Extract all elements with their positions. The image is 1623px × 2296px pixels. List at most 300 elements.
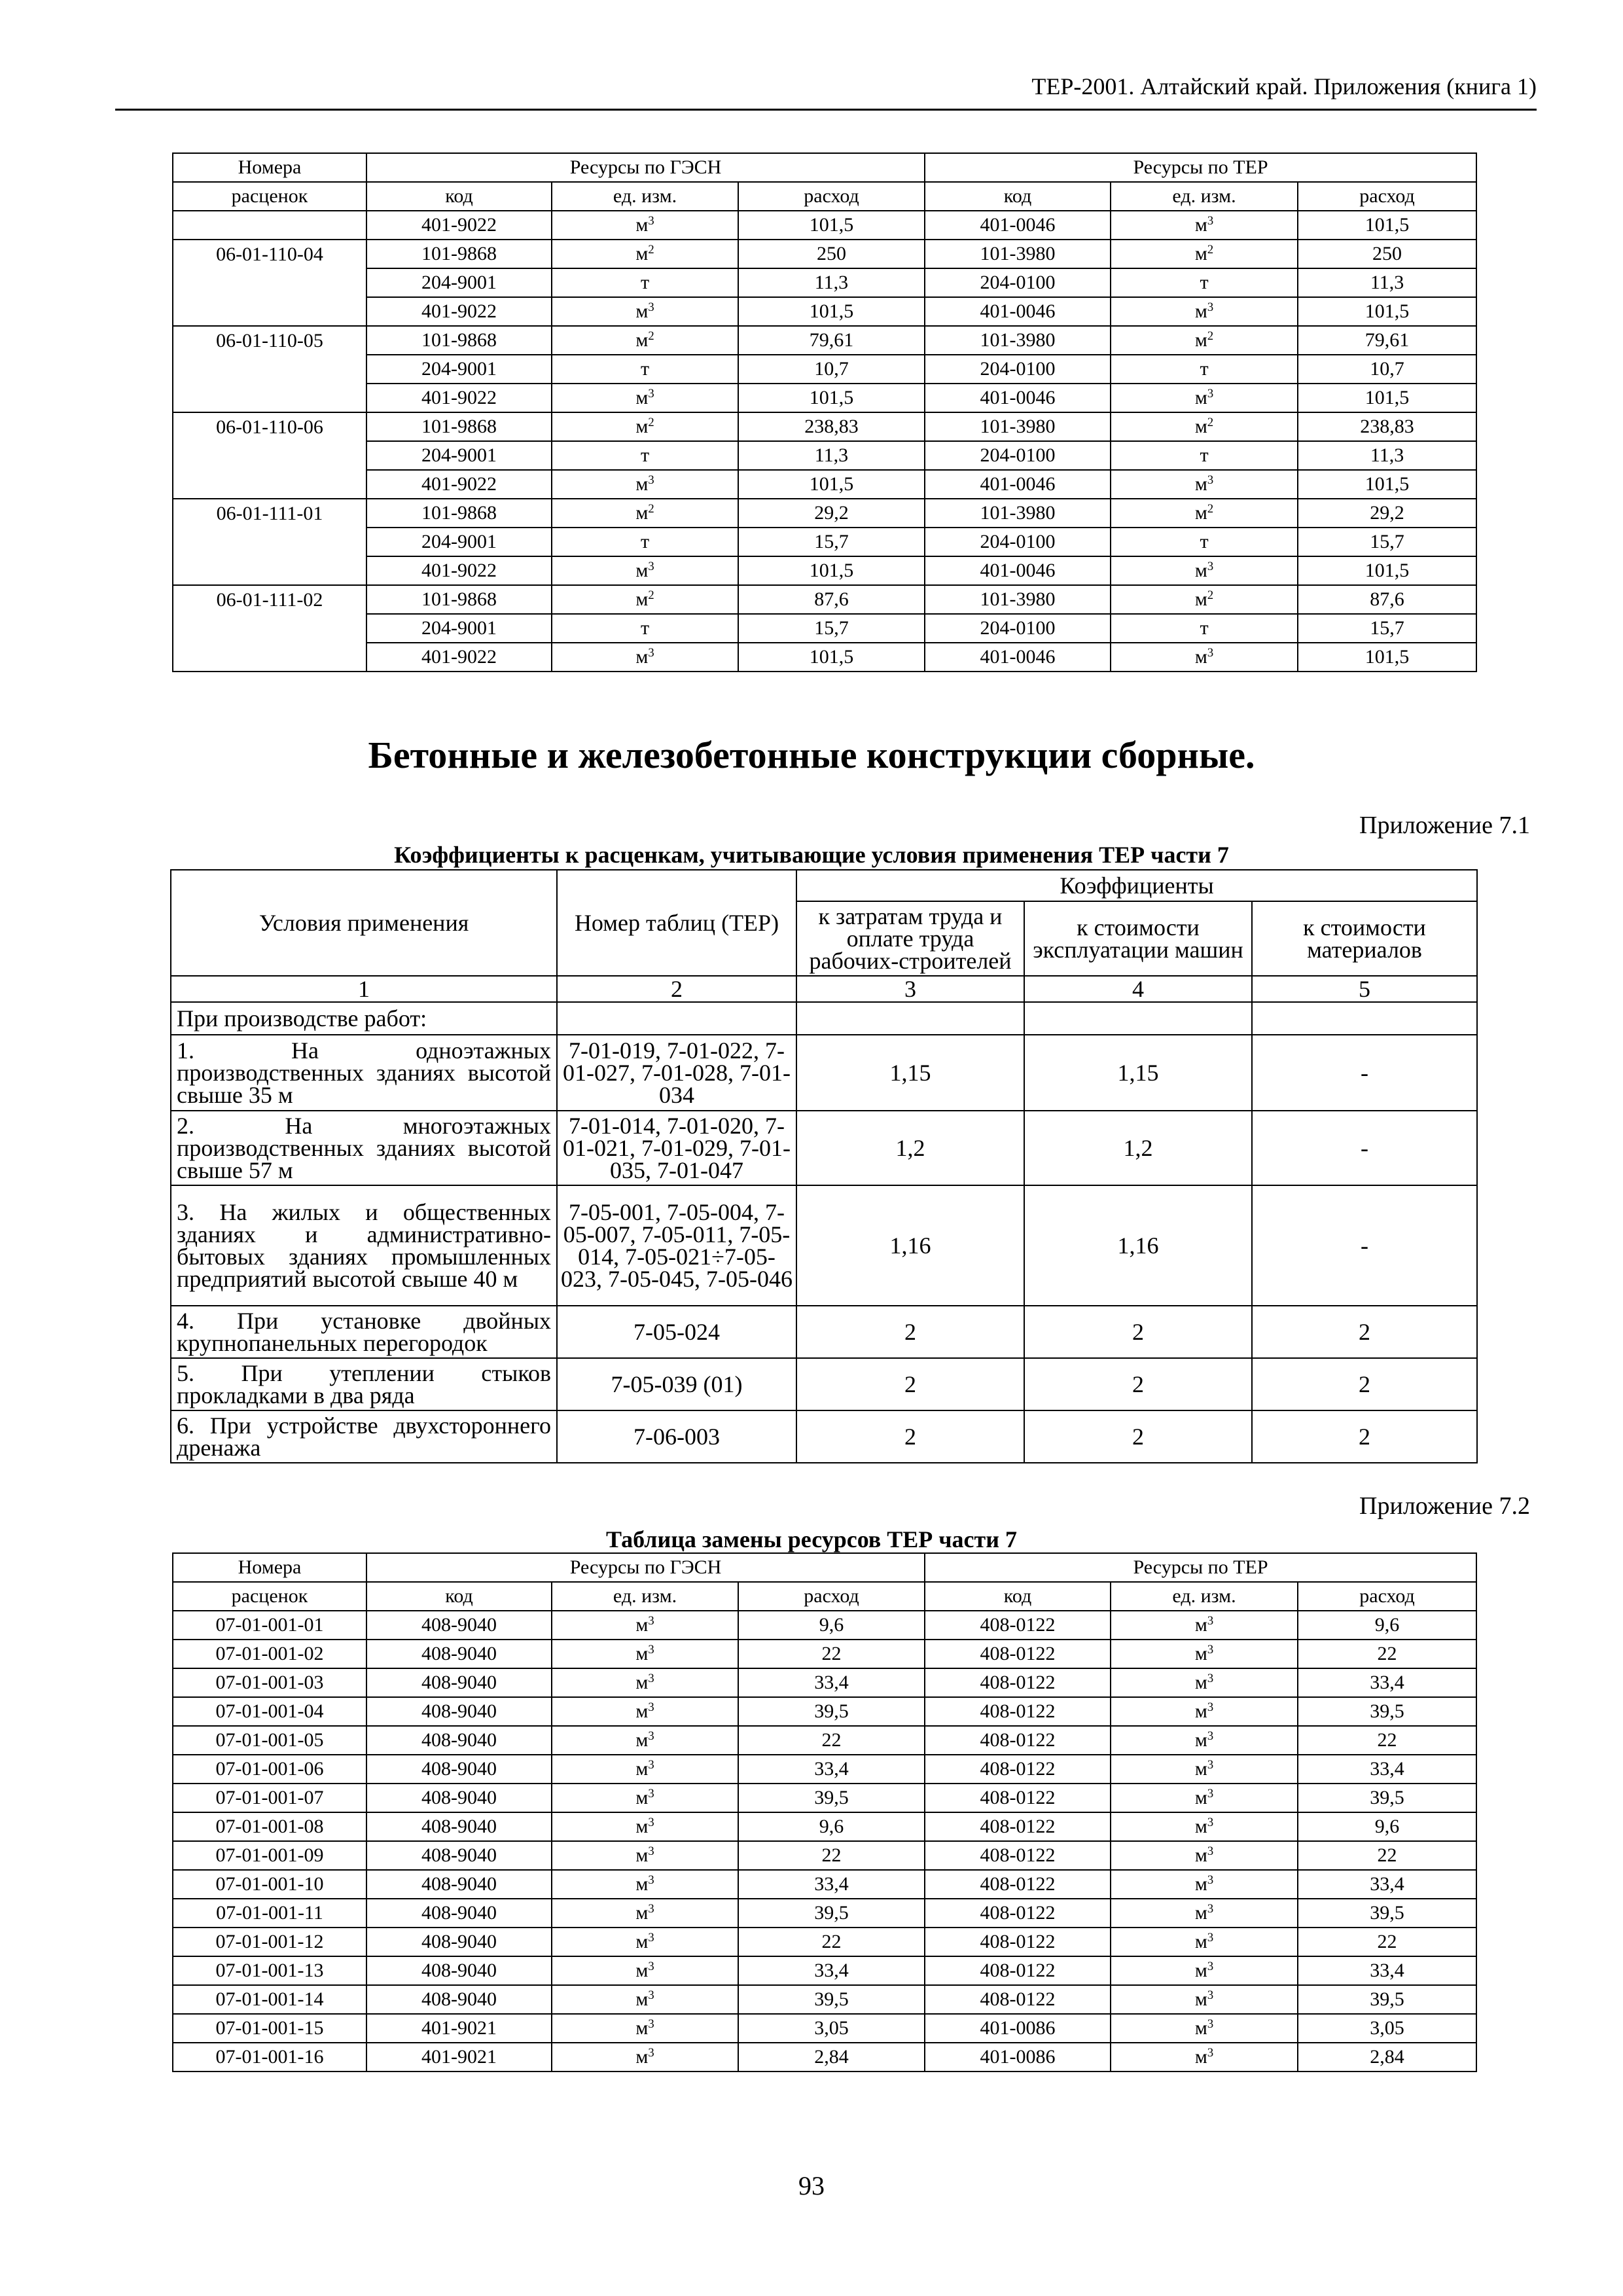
table-row: [173, 1726, 1476, 1755]
tables-6: 7-06-003: [557, 1410, 796, 1463]
rate-code: [173, 614, 366, 643]
ter-amount: 9,6: [1298, 1611, 1476, 1640]
table-row: [173, 1611, 1476, 1640]
ter-unit: $м^3$: [1111, 643, 1298, 672]
ter-amount: 10,7: [1298, 355, 1476, 384]
rate-code: [173, 441, 366, 470]
rate-code: 07-01-001-13: [173, 1956, 366, 1985]
resource-replacement-table-top: [172, 152, 1477, 672]
machines-coef-4: 2: [1024, 1306, 1252, 1358]
table-row: [173, 441, 1476, 470]
ter-unit: $м^3$: [1111, 1640, 1298, 1668]
gesn-amount: 101,5: [738, 643, 925, 672]
table-row: [173, 1956, 1476, 1985]
replacement-table-caption: Таблица замены ресурсов ТЕР части 7: [606, 1526, 1017, 1552]
ter-unit: $м^2$: [1111, 499, 1298, 528]
ter-amount: 79,61: [1298, 326, 1476, 355]
gesn-unit: $м^3$: [552, 1812, 738, 1841]
ter-code: 204-0100: [925, 441, 1111, 470]
ter-code: 101-3980: [925, 412, 1111, 441]
gesn-code: 101-9868: [366, 585, 552, 614]
ter-amount: 87,6: [1298, 585, 1476, 614]
gesn-unit: $м^3$: [552, 643, 738, 672]
gesn-unit: $м^3$: [552, 1726, 738, 1755]
gesn-amount: 22: [738, 1726, 925, 1755]
ter-code: 408-0122: [925, 1697, 1111, 1726]
materials-coef-1: -: [1252, 1035, 1477, 1111]
gesn-unit: т: [552, 355, 738, 384]
ter-code: 408-0122: [925, 1928, 1111, 1956]
condition-6: 6. При устройстве двухстороннего дренажа: [171, 1410, 557, 1463]
gesn-code: 204-9001: [366, 614, 552, 643]
ter-unit: $м^3$: [1111, 1956, 1298, 1985]
ter-unit: $м^3$: [1111, 1841, 1298, 1870]
labor-coef-5: 2: [796, 1358, 1024, 1410]
machines-coef-5: 2: [1024, 1358, 1252, 1410]
gesn-unit: $м^3$: [552, 384, 738, 412]
gesn-amount: 33,4: [738, 1668, 925, 1697]
ter-code: 408-0122: [925, 1726, 1111, 1755]
header-conditions: Условия применения: [171, 870, 557, 976]
gesn-unit: $м^2$: [552, 240, 738, 268]
ter-amount: 9,6: [1298, 1812, 1476, 1841]
rate-code: [173, 528, 366, 556]
gesn-unit: $м^3$: [552, 1985, 738, 2014]
ter-unit: $м^3$: [1111, 297, 1298, 326]
table-row: [173, 211, 1476, 240]
gesn-unit: $м^2$: [552, 326, 738, 355]
section-title: Бетонные и железобетонные конструкции сборные.: [368, 734, 1255, 776]
ter-amount: 101,5: [1298, 643, 1476, 672]
rate-code: [173, 211, 366, 240]
ter-amount: 101,5: [1298, 297, 1476, 326]
table-row: [173, 1640, 1476, 1668]
ter-code: 101-3980: [925, 585, 1111, 614]
ter-amount: 33,4: [1298, 1755, 1476, 1784]
ter-code: 401-0086: [925, 2043, 1111, 2072]
header-materials-coef: к стоимости материалов: [1252, 901, 1477, 976]
gesn-code: 401-9022: [366, 384, 552, 412]
gesn-code: 408-9040: [366, 1985, 552, 2014]
condition-2: 2. На многоэтажных производственных зданиях высотой свыше 57 м: [171, 1111, 557, 1185]
col-num-1: 1: [171, 976, 557, 1002]
gesn-amount: 250: [738, 240, 925, 268]
ter-code: 204-0100: [925, 614, 1111, 643]
ter-amount: 22: [1298, 1841, 1476, 1870]
table-row: [173, 585, 1476, 614]
ter-unit: $м^2$: [1111, 326, 1298, 355]
tables-1: 7-01-019, 7-01-022, 7-01-027, 7-01-028, 7-01-034: [557, 1035, 796, 1111]
gesn-unit: $м^3$: [552, 2043, 738, 2072]
ter-unit: $м^3$: [1111, 1928, 1298, 1956]
header-rate-numbers-2: расценок: [173, 1582, 366, 1611]
header-ter-resources: Ресурсы по ТЕР: [925, 1553, 1476, 1582]
header-labor-coef: к затратам труда и оплате труда рабочих-строителей: [796, 901, 1024, 976]
table-row: [173, 412, 1476, 441]
rate-code: 07-01-001-07: [173, 1784, 366, 1812]
ter-code: 408-0122: [925, 1841, 1111, 1870]
gesn-amount: 39,5: [738, 1985, 925, 2014]
gesn-amount: 22: [738, 1841, 925, 1870]
gesn-amount: 29,2: [738, 499, 925, 528]
gesn-amount: 15,7: [738, 528, 925, 556]
gesn-code: 408-9040: [366, 1640, 552, 1668]
ter-amount: 39,5: [1298, 1985, 1476, 2014]
machines-coef-2: 1,2: [1024, 1111, 1252, 1185]
table-row: [173, 326, 1476, 355]
ter-amount: 22: [1298, 1928, 1476, 1956]
header-rate-numbers-2: расценок: [173, 182, 366, 211]
coefficients-table-caption: Коэффициенты к расценкам, учитывающие условия применения ТЕР части 7: [394, 842, 1229, 868]
gesn-unit: т: [552, 441, 738, 470]
table-row: [173, 268, 1476, 297]
table-row: [173, 1668, 1476, 1697]
ter-code: 101-3980: [925, 240, 1111, 268]
labor-coef-1: 1,15: [796, 1035, 1024, 1111]
header-gesn-unit: ед. изм.: [552, 182, 738, 211]
ter-amount: 101,5: [1298, 384, 1476, 412]
page-number: 93: [798, 2171, 825, 2200]
table-row: [173, 2014, 1476, 2043]
gesn-unit: $м^3$: [552, 556, 738, 585]
rate-code: [173, 384, 366, 412]
rate-code: [173, 355, 366, 384]
header-ter-resources: Ресурсы по ТЕР: [925, 153, 1476, 182]
ter-code: 408-0122: [925, 1784, 1111, 1812]
gesn-unit: т: [552, 614, 738, 643]
rate-code: [173, 268, 366, 297]
gesn-code: 408-9040: [366, 1697, 552, 1726]
table-row: [173, 1812, 1476, 1841]
header-coefficients: Коэффициенты: [796, 870, 1477, 901]
running-header: ТЕР-2001. Алтайский край. Приложения (книга 1): [115, 72, 1537, 111]
table-row: [173, 1928, 1476, 1956]
gesn-unit: $м^3$: [552, 1784, 738, 1812]
ter-unit: $м^3$: [1111, 211, 1298, 240]
ter-amount: 11,3: [1298, 268, 1476, 297]
rate-code: 06-01-111-01: [173, 499, 366, 528]
ter-unit: т: [1111, 441, 1298, 470]
gesn-unit: $м^3$: [552, 1640, 738, 1668]
table-row: [173, 2043, 1476, 2072]
ter-code: 204-0100: [925, 355, 1111, 384]
ter-amount: 39,5: [1298, 1899, 1476, 1928]
table-row: [173, 499, 1476, 528]
gesn-code: 408-9040: [366, 1928, 552, 1956]
tables-5: 7-05-039 (01): [557, 1358, 796, 1410]
rate-code: 07-01-001-10: [173, 1870, 366, 1899]
gesn-amount: 39,5: [738, 1784, 925, 1812]
ter-unit: $м^3$: [1111, 1899, 1298, 1928]
ter-amount: 250: [1298, 240, 1476, 268]
ter-amount: 22: [1298, 1726, 1476, 1755]
header-rate-numbers: Номера: [173, 1553, 366, 1582]
ter-unit: т: [1111, 614, 1298, 643]
header-gesn-code: код: [366, 182, 552, 211]
table-row: [173, 1841, 1476, 1870]
ter-code: 408-0122: [925, 1611, 1111, 1640]
header-gesn-amount: расход: [738, 182, 925, 211]
rate-code: 07-01-001-08: [173, 1812, 366, 1841]
ter-code: 401-0086: [925, 2014, 1111, 2043]
ter-amount: 101,5: [1298, 556, 1476, 585]
gesn-amount: 101,5: [738, 384, 925, 412]
gesn-unit: $м^3$: [552, 1841, 738, 1870]
table-row: [173, 528, 1476, 556]
rate-code: 07-01-001-04: [173, 1697, 366, 1726]
gesn-code: 204-9001: [366, 355, 552, 384]
tables-4: 7-05-024: [557, 1306, 796, 1358]
table-row: [173, 1784, 1476, 1812]
header-ter-amount: расход: [1298, 1582, 1476, 1611]
gesn-amount: 101,5: [738, 556, 925, 585]
tables-3: 7-05-001, 7-05-004, 7-05-007, 7-05-011, 7-05-014, 7-05-021÷7-05-023, 7-05-045, 7-05-046: [557, 1185, 796, 1306]
col-num-2: 2: [557, 976, 796, 1002]
ter-unit: $м^3$: [1111, 1755, 1298, 1784]
gesn-unit: $м^3$: [552, 1755, 738, 1784]
gesn-amount: 101,5: [738, 211, 925, 240]
rate-code: 07-01-001-11: [173, 1899, 366, 1928]
table-row: [173, 297, 1476, 326]
gesn-unit: $м^2$: [552, 412, 738, 441]
ter-unit: $м^3$: [1111, 556, 1298, 585]
ter-unit: т: [1111, 268, 1298, 297]
ter-code: 408-0122: [925, 1640, 1111, 1668]
gesn-amount: 238,83: [738, 412, 925, 441]
table-row: [173, 1755, 1476, 1784]
ter-amount: 11,3: [1298, 441, 1476, 470]
gesn-code: 101-9868: [366, 412, 552, 441]
ter-code: 408-0122: [925, 1985, 1111, 2014]
gesn-code: 408-9040: [366, 1956, 552, 1985]
ter-unit: $м^3$: [1111, 2014, 1298, 2043]
labor-coef-6: 2: [796, 1410, 1024, 1463]
coefficients-table: [170, 869, 1478, 1463]
gesn-unit: $м^2$: [552, 499, 738, 528]
gesn-amount: 10,7: [738, 355, 925, 384]
ter-code: 401-0046: [925, 643, 1111, 672]
gesn-amount: 33,4: [738, 1956, 925, 1985]
rate-code: 07-01-001-02: [173, 1640, 366, 1668]
ter-amount: 33,4: [1298, 1870, 1476, 1899]
gesn-code: 204-9001: [366, 441, 552, 470]
gesn-unit: $м^3$: [552, 211, 738, 240]
gesn-amount: 79,61: [738, 326, 925, 355]
resource-replacement-table-part7: [172, 1552, 1477, 2072]
labor-coef-4: 2: [796, 1306, 1024, 1358]
materials-coef-2: -: [1252, 1111, 1477, 1185]
header-gesn-resources: Ресурсы по ГЭСН: [366, 1553, 925, 1582]
gesn-amount: 2,84: [738, 2043, 925, 2072]
ter-unit: $м^3$: [1111, 1812, 1298, 1841]
appendix-7-2-label: Приложение 7.2: [1359, 1492, 1530, 1520]
ter-code: 401-0046: [925, 556, 1111, 585]
rate-code: 07-01-001-14: [173, 1985, 366, 2014]
gesn-code: 408-9040: [366, 1611, 552, 1640]
ter-amount: 39,5: [1298, 1697, 1476, 1726]
condition-1: 1. На одноэтажных производственных зданиях высотой свыше 35 м: [171, 1035, 557, 1111]
header-ter-amount: расход: [1298, 182, 1476, 211]
ter-unit: $м^2$: [1111, 412, 1298, 441]
rate-code: 07-01-001-15: [173, 2014, 366, 2043]
ter-unit: $м^3$: [1111, 1985, 1298, 2014]
rate-code: [173, 470, 366, 499]
gesn-code: 401-9022: [366, 211, 552, 240]
ter-unit: $м^3$: [1111, 1726, 1298, 1755]
ter-amount: 101,5: [1298, 470, 1476, 499]
ter-code: 204-0100: [925, 528, 1111, 556]
gesn-code: 408-9040: [366, 1755, 552, 1784]
gesn-amount: 22: [738, 1640, 925, 1668]
rate-code: 06-01-111-02: [173, 585, 366, 614]
header-gesn-resources: Ресурсы по ГЭСН: [366, 153, 925, 182]
rate-code: 06-01-110-06: [173, 412, 366, 441]
gesn-code: 408-9040: [366, 1870, 552, 1899]
ter-unit: $м^2$: [1111, 240, 1298, 268]
rate-code: [173, 643, 366, 672]
ter-unit: т: [1111, 355, 1298, 384]
ter-amount: 15,7: [1298, 528, 1476, 556]
ter-code: 204-0100: [925, 268, 1111, 297]
ter-code: 408-0122: [925, 1812, 1111, 1841]
header-gesn-code: код: [366, 1582, 552, 1611]
header-ter-code: код: [925, 1582, 1111, 1611]
table-row: [173, 556, 1476, 585]
gesn-amount: 101,5: [738, 470, 925, 499]
table-row: [173, 643, 1476, 672]
materials-coef-6: 2: [1252, 1410, 1477, 1463]
table-row: [173, 1985, 1476, 2014]
ter-amount: 238,83: [1298, 412, 1476, 441]
gesn-amount: 39,5: [738, 1697, 925, 1726]
ter-unit: $м^3$: [1111, 1697, 1298, 1726]
ter-code: 408-0122: [925, 1870, 1111, 1899]
gesn-code: 101-9868: [366, 240, 552, 268]
gesn-amount: 11,3: [738, 441, 925, 470]
header-machines-coef: к стоимости эксплуатации машин: [1024, 901, 1252, 976]
materials-coef-4: 2: [1252, 1306, 1477, 1358]
gesn-code: 401-9022: [366, 470, 552, 499]
ter-unit: $м^3$: [1111, 1611, 1298, 1640]
intro-row-text: При производстве работ:: [171, 1002, 557, 1035]
ter-amount: 15,7: [1298, 614, 1476, 643]
ter-code: 408-0122: [925, 1668, 1111, 1697]
ter-code: 101-3980: [925, 499, 1111, 528]
rate-code: [173, 297, 366, 326]
gesn-unit: $м^3$: [552, 297, 738, 326]
gesn-unit: $м^3$: [552, 1611, 738, 1640]
top-table-body: [173, 211, 1476, 672]
gesn-code: 101-9868: [366, 326, 552, 355]
labor-coef-2: 1,2: [796, 1111, 1024, 1185]
ter-code: 401-0046: [925, 211, 1111, 240]
ter-code: 401-0046: [925, 297, 1111, 326]
gesn-unit: $м^3$: [552, 2014, 738, 2043]
rate-code: 07-01-001-03: [173, 1668, 366, 1697]
header-rate-numbers: Номера: [173, 153, 366, 182]
ter-unit: т: [1111, 528, 1298, 556]
gesn-code: 408-9040: [366, 1668, 552, 1697]
gesn-amount: 15,7: [738, 614, 925, 643]
table-row: [173, 1899, 1476, 1928]
gesn-unit: т: [552, 528, 738, 556]
gesn-code: 401-9021: [366, 2014, 552, 2043]
gesn-unit: $м^2$: [552, 585, 738, 614]
gesn-unit: $м^3$: [552, 1668, 738, 1697]
gesn-code: 204-9001: [366, 528, 552, 556]
gesn-code: 408-9040: [366, 1784, 552, 1812]
rate-code: [173, 556, 366, 585]
ter-code: 101-3980: [925, 326, 1111, 355]
table-row: [173, 1697, 1476, 1726]
header-ter-unit: ед. изм.: [1111, 1582, 1298, 1611]
gesn-amount: 33,4: [738, 1870, 925, 1899]
rate-code: 07-01-001-16: [173, 2043, 366, 2072]
ter-amount: 33,4: [1298, 1668, 1476, 1697]
gesn-unit: $м^3$: [552, 470, 738, 499]
rate-code: 07-01-001-09: [173, 1841, 366, 1870]
rate-code: 07-01-001-01: [173, 1611, 366, 1640]
gesn-unit: $м^3$: [552, 1928, 738, 1956]
labor-coef-3: 1,16: [796, 1185, 1024, 1306]
machines-coef-1: 1,15: [1024, 1035, 1252, 1111]
rate-code: 07-01-001-05: [173, 1726, 366, 1755]
gesn-code: 401-9021: [366, 2043, 552, 2072]
gesn-code: 408-9040: [366, 1812, 552, 1841]
ter-unit: $м^3$: [1111, 384, 1298, 412]
header-ter-code: код: [925, 182, 1111, 211]
ter-code: 408-0122: [925, 1956, 1111, 1985]
ter-code: 408-0122: [925, 1755, 1111, 1784]
gesn-code: 401-9022: [366, 297, 552, 326]
table-row: [173, 355, 1476, 384]
appendix-7-1-label: Приложение 7.1: [1359, 812, 1530, 839]
gesn-code: 101-9868: [366, 499, 552, 528]
ter-unit: $м^3$: [1111, 1784, 1298, 1812]
table-row: [173, 470, 1476, 499]
replacement-table-body: [173, 1611, 1476, 2072]
ter-unit: $м^3$: [1111, 470, 1298, 499]
gesn-code: 401-9022: [366, 643, 552, 672]
machines-coef-3: 1,16: [1024, 1185, 1252, 1306]
ter-amount: 22: [1298, 1640, 1476, 1668]
ter-amount: 3,05: [1298, 2014, 1476, 2043]
gesn-unit: т: [552, 268, 738, 297]
condition-3: 3. На жилых и общественных зданиях и административно-бытовых зданиях промышленных предприятий высотой свыше 40 м: [171, 1185, 557, 1306]
ter-unit: $м^3$: [1111, 1668, 1298, 1697]
materials-coef-5: 2: [1252, 1358, 1477, 1410]
header-table-numbers: Номер таблиц (ТЕР): [557, 870, 796, 976]
gesn-amount: 33,4: [738, 1755, 925, 1784]
gesn-unit: $м^3$: [552, 1956, 738, 1985]
table-row: [173, 240, 1476, 268]
table-row: [173, 1870, 1476, 1899]
header-gesn-unit: ед. изм.: [552, 1582, 738, 1611]
ter-amount: 39,5: [1298, 1784, 1476, 1812]
rate-code: 07-01-001-06: [173, 1755, 366, 1784]
table-row: [173, 614, 1476, 643]
gesn-code: 401-9022: [366, 556, 552, 585]
gesn-unit: $м^3$: [552, 1870, 738, 1899]
ter-amount: 2,84: [1298, 2043, 1476, 2072]
col-num-4: 4: [1024, 976, 1252, 1002]
tables-2: 7-01-014, 7-01-020, 7-01-021, 7-01-029, 7-01-035, 7-01-047: [557, 1111, 796, 1185]
header-ter-unit: ед. изм.: [1111, 182, 1298, 211]
ter-code: 401-0046: [925, 384, 1111, 412]
gesn-amount: 39,5: [738, 1899, 925, 1928]
ter-amount: 101,5: [1298, 211, 1476, 240]
machines-coef-6: 2: [1024, 1410, 1252, 1463]
